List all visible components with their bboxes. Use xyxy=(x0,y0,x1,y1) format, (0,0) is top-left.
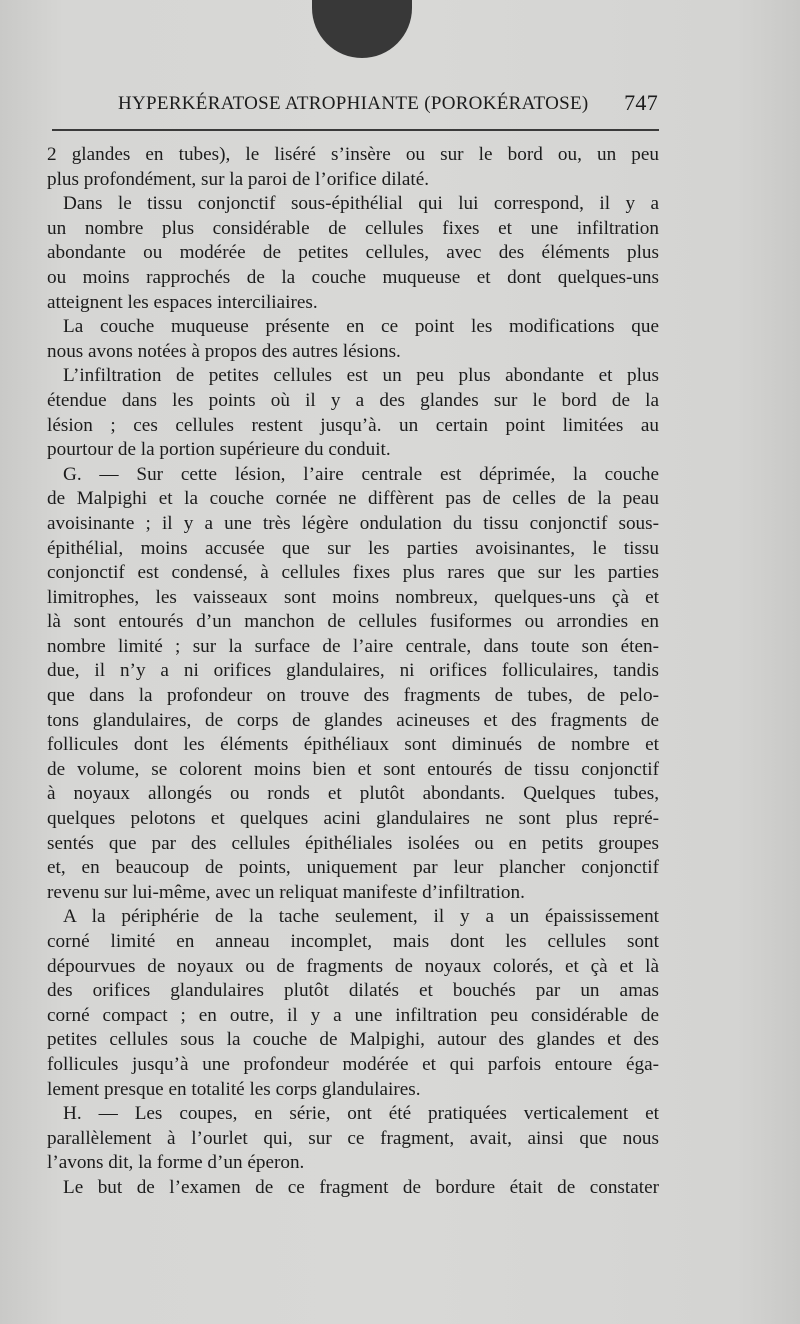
text-line: plus profondément, sur la paroi de l’orifice dilaté. xyxy=(47,168,430,190)
text-line: et, en beaucoup de points, uniquement par leur plancher conjonctif xyxy=(47,857,659,879)
text-line: limitrophes, les vaisseaux sont moins nombreux, quelques-uns çà et xyxy=(47,586,659,608)
text-line: Le but de l’examen de ce fragment de bordure était de constater xyxy=(63,1176,659,1198)
text-line: revenu sur lui-même, avec un reliquat manifeste d’infiltration. xyxy=(47,881,525,903)
text-line: nombre limité ; sur la surface de l’aire centrale, dans toute son éten- xyxy=(47,635,659,657)
text-line: conjonctif est condensé, à cellules fixes plus rares que sur les parties xyxy=(47,562,659,584)
text-line: corné limité en anneau incomplet, mais dont les cellules sont xyxy=(47,931,659,952)
text-line: 2 glandes en tubes), le liséré s’insère ou sur le bord ou, un peu xyxy=(47,144,659,165)
text-line: lement presque en totalité les corps glandulaires. xyxy=(47,1078,421,1100)
text-line: l’avons dit, la forme d’un éperon. xyxy=(47,1152,305,1174)
running-title: HYPERKÉRATOSE ATROPHIANTE (POROKÉRATOSE) xyxy=(118,93,589,114)
text-line: étendue dans les points où il y a des glandes sur le bord de la xyxy=(47,389,659,411)
text-line: G. — Sur cette lésion, l’aire centrale est déprimée, la couche xyxy=(63,463,659,485)
header-rule xyxy=(52,129,659,131)
text-line: un nombre plus considérable de cellules fixes et une infiltration xyxy=(47,217,659,239)
text-line: H. — Les coupes, en série, ont été pratiquées verticalement et xyxy=(63,1103,659,1125)
text-line: à noyaux allongés ou ronds et plutôt abondants. Quelques tubes, xyxy=(47,783,659,805)
page-number: 747 xyxy=(624,90,658,115)
text-line: parallèlement à l’ourlet qui, sur ce fragment, avait, ainsi que nous xyxy=(47,1127,659,1149)
text-line: atteignent les espaces interciliaires. xyxy=(47,291,318,313)
text-line: ou moins rapprochés de la couche muqueuse et dont quelques-uns xyxy=(47,266,659,288)
text-line: tons glandulaires, de corps de glandes acineuses et des fragments de xyxy=(47,709,659,731)
text-line: nous avons notées à propos des autres lésions. xyxy=(47,340,401,362)
text-line: corné compact ; en outre, il y a une infiltration peu considérable de xyxy=(47,1004,659,1026)
text-line: follicules jusqu’à une profondeur modérée et qui parfois entoure éga- xyxy=(47,1053,659,1075)
text-line: avoisinante ; il y a une très légère ondulation du tissu conjonctif sous- xyxy=(47,512,659,534)
text-line: quelques pelotons et quelques acini glandulaires ne sont plus repré- xyxy=(47,808,659,830)
ink-stain xyxy=(312,0,412,58)
text-line: de volume, se colorent moins bien et sont entourés de tissu conjonctif xyxy=(47,758,659,780)
text-line: de Malpighi et la couche cornée ne diffèrent pas de celles de la peau xyxy=(47,488,659,510)
text-line: L’infiltration de petites cellules est un peu plus abondante et plus xyxy=(63,365,659,387)
text-line: follicules dont les éléments épithéliaux sont diminués de nombre et xyxy=(47,734,659,756)
text-line: La couche muqueuse présente en ce point les modifications que xyxy=(63,316,659,338)
text-line: dépourvues de noyaux ou de fragments de noyaux colorés, et çà et là xyxy=(47,955,659,977)
text-line: lésion ; ces cellules restent jusqu’à. un certain point limitées au xyxy=(47,414,659,436)
text-line: sentés que par des cellules épithéliales isolées ou en petits groupes xyxy=(47,832,659,854)
text-line: Dans le tissu conjonctif sous-épithélial qui lui correspond, il y a xyxy=(63,193,659,215)
text-line: petites cellules sous la couche de Malpighi, autour des glandes et des xyxy=(47,1029,659,1051)
text-line: due, il n’y a ni orifices glandulaires, ni orifices folliculaires, tandis xyxy=(47,660,659,682)
text-line: que dans la profondeur on trouve des fragments de tubes, de pelo- xyxy=(47,685,659,707)
text-line: épithélial, moins accusée que sur les parties avoisinantes, le tissu xyxy=(47,537,659,559)
text-line: A la périphérie de la tache seulement, il y a un épaississement xyxy=(63,906,659,928)
text-line: pourtour de la portion supérieure du conduit. xyxy=(47,439,391,461)
text-line: des orifices glandulaires plutôt dilatés et bouchés par un amas xyxy=(47,980,659,1002)
text-line: abondante ou modérée de petites cellules, avec des éléments plus xyxy=(47,242,659,264)
body-text xyxy=(47,143,659,1201)
text-line: là sont entourés d’un manchon de cellules fusiformes ou arrondies en xyxy=(47,611,659,633)
